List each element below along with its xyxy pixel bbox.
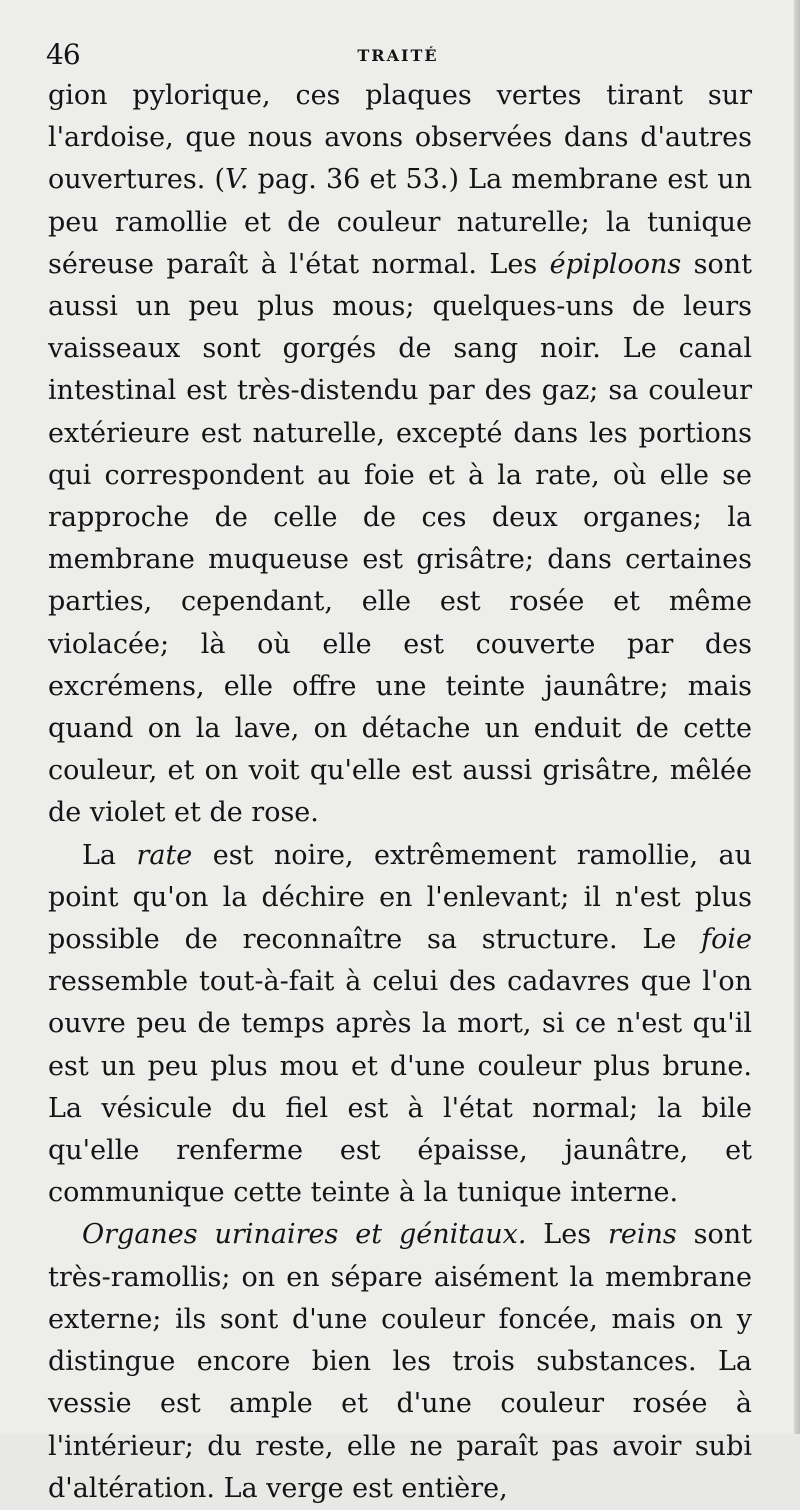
segment: sont aussi un peu plus mous; quelques-uns de leurs vaisseaux sont gorgés de sang noir. Le canal intestinal est très-distendu par des gaz; sa couleur extérieure est naturelle, excepté dans les portions qui correspondent au foie et à la rate, où elle se rapproche de celle de ces deux organes; la membrane muqueuse est grisâtre; dans certaines parties, cependant, elle est rosée et même violacée; là où elle est couverte par des excrémens, elle offre une teinte jaunâtre; mais quand on la lave, on détache un enduit de cette couleur, et on voit qu'elle est aussi grisâtre, mêlée de violet et de rose. bbox=[48, 248, 752, 829]
segment: vésicule du fiel bbox=[101, 1092, 329, 1124]
segment: gion pylorique, ces plaques vertes tirant sur l'ardoise, que nous avons observées dans d'autres ouvertures. ( bbox=[48, 80, 752, 196]
segment: rate bbox=[136, 839, 193, 871]
segment: ressemble tout-à-fait à celui des cadavres que l'on ouvre peu de temps après la mort, si ce n'est qu'il est un peu plus mou et d'une couleur plus brune. La bbox=[48, 966, 752, 1124]
running-head: TRAITÉ bbox=[357, 46, 439, 65]
segment: foie bbox=[701, 924, 752, 956]
segment: sont très-ramollis; on en sépare aisément la membrane externe; ils sont d'une couleur foncée, mais on y distingue encore bien les trois substances. La vessie est ample et d'une couleur rosée à l'intérieur; du reste, elle ne paraît pas avoir subi d'altération. La verge est entière, bbox=[48, 1219, 753, 1504]
segment: est à l'état normal; la bile qu'elle renferme est épaisse, jaunâtre, et communique cette teinte à la tunique interne. bbox=[48, 1092, 753, 1209]
segment: épiploons bbox=[549, 248, 682, 280]
paragraph-1 bbox=[48, 75, 752, 835]
segment: V. bbox=[225, 164, 249, 196]
segment: Les bbox=[526, 1219, 608, 1251]
paragraph-2 bbox=[48, 835, 752, 1215]
segment: est noire, extrêmement ramollie, au point qu'on la déchire en l'enlevant; il n'est plus possible de reconnaître sa structure. Le bbox=[48, 839, 752, 956]
segment: pag. 36 et 53.) La membrane est un peu ramollie et de couleur naturelle; la tunique séreuse paraît à l'état normal. Les bbox=[48, 164, 752, 280]
body-text bbox=[48, 75, 752, 1510]
page-number: 46 bbox=[46, 38, 80, 71]
page-header bbox=[46, 38, 750, 78]
segment: reins bbox=[607, 1219, 677, 1251]
paragraph-3 bbox=[48, 1214, 752, 1509]
segment: Organes urinaires et génitaux. bbox=[82, 1219, 527, 1251]
segment: La bbox=[82, 839, 137, 871]
